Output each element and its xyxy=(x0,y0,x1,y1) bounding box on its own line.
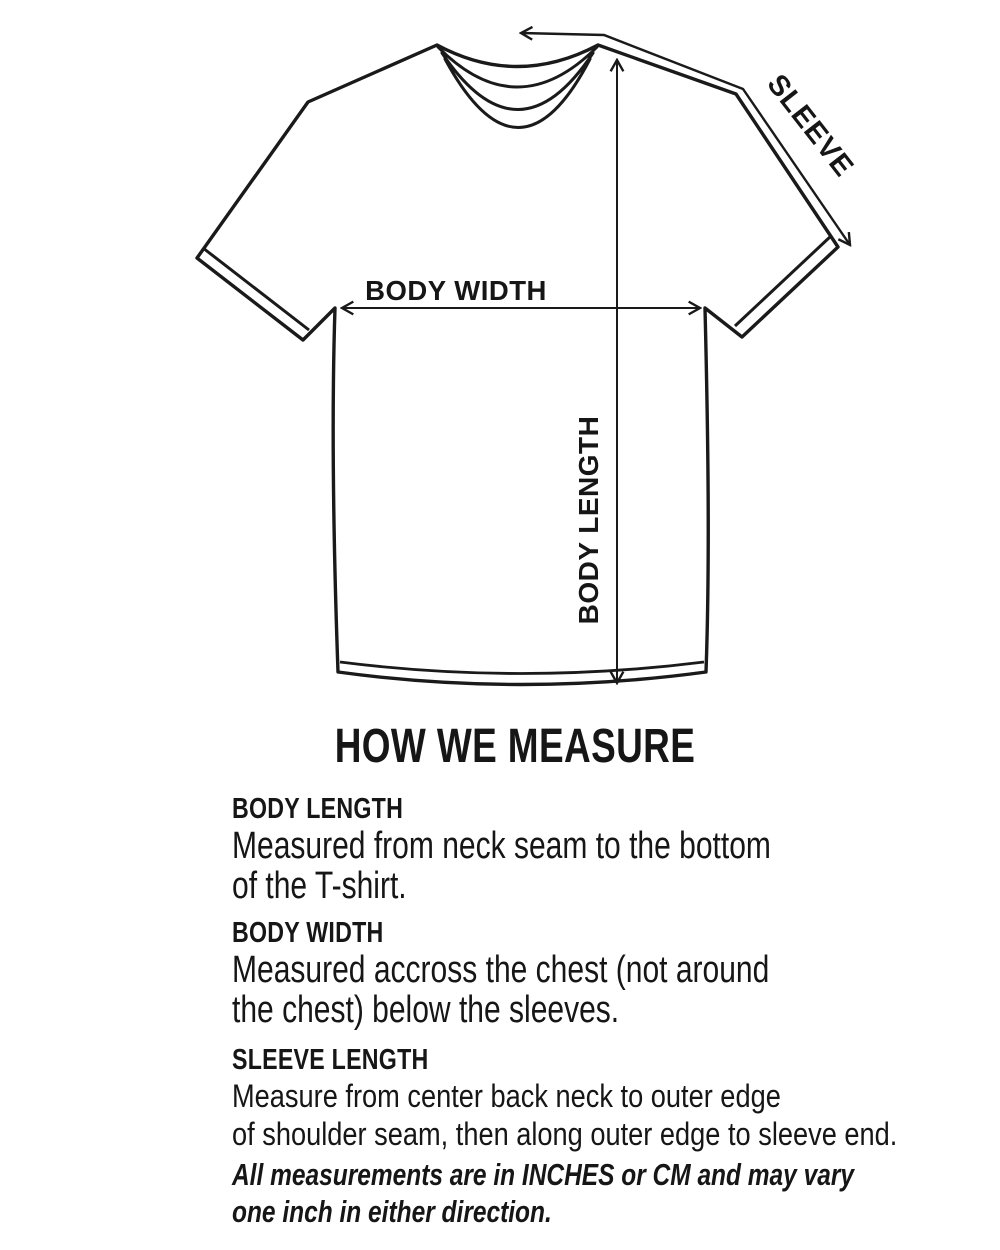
section-text-line: Measured accross the chest (not around xyxy=(232,949,770,991)
section-heading: BODY LENGTH xyxy=(232,793,404,825)
page-title: HOW WE MEASURE xyxy=(334,720,696,773)
disclaimer-line: one inch in either direction. xyxy=(232,1194,552,1229)
section-text-line: Measured from neck seam to the bottom xyxy=(232,825,771,867)
section-sleeve-length xyxy=(232,1043,1000,1153)
section-text-line: of the T-shirt. xyxy=(232,865,407,907)
section-body-length xyxy=(232,792,914,906)
sleeve-label: SLEEVE xyxy=(760,68,860,184)
section-heading: SLEEVE LENGTH xyxy=(232,1044,429,1076)
disclaimer-line: All measurements are in INCHES or CM and may vary xyxy=(232,1157,855,1192)
section-text-line: Measure from center back neck to outer edge xyxy=(232,1078,781,1114)
tshirt-outline xyxy=(197,45,838,685)
section-text-line: the chest) below the sleeves. xyxy=(232,989,620,1031)
body-width-label: BODY WIDTH xyxy=(365,275,547,306)
section-body-width xyxy=(232,916,912,1030)
section-text-line: of shoulder seam, then along outer edge to sleeve end. xyxy=(232,1116,898,1152)
measurement-disclaimer xyxy=(232,1156,1000,1230)
section-heading: BODY WIDTH xyxy=(232,917,384,949)
body-length-label: BODY LENGTH xyxy=(573,415,604,625)
